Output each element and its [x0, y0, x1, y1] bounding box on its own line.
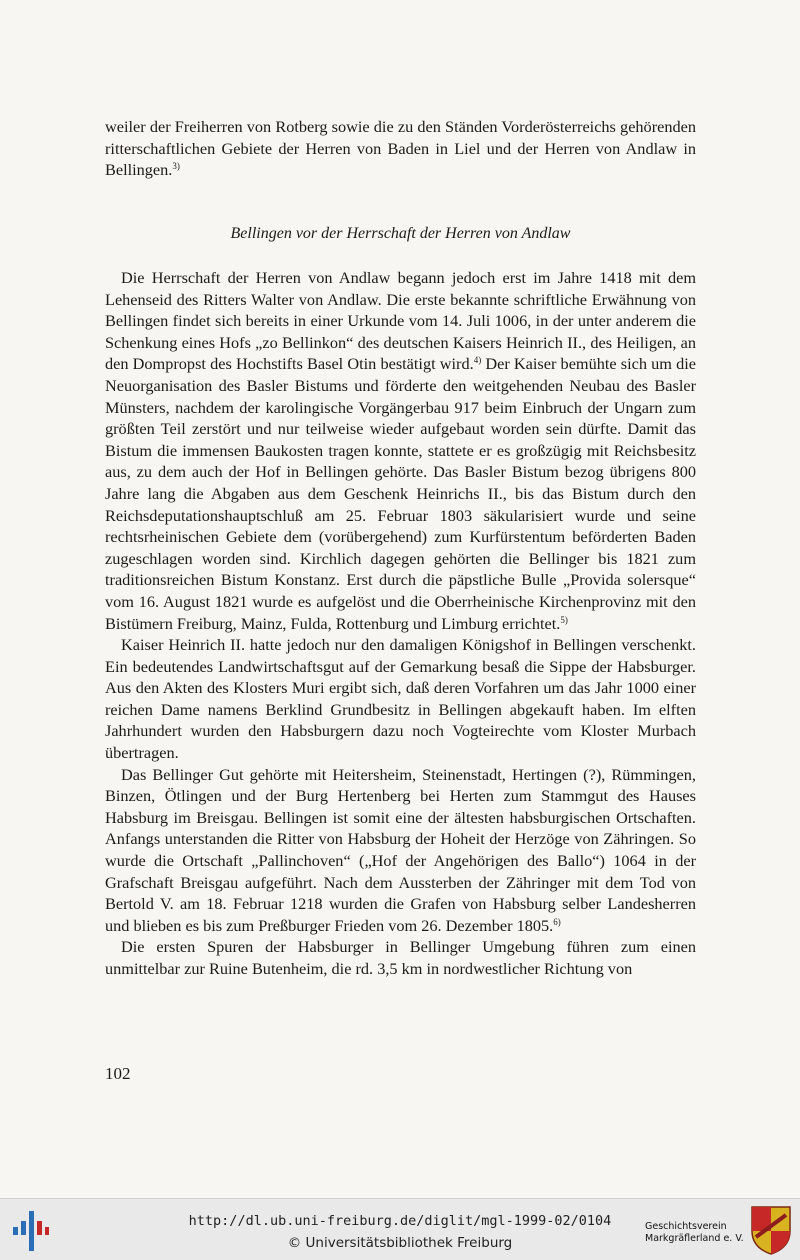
- page-number: 102: [105, 1064, 131, 1083]
- intro-paragraph: weiler der Freiherren von Rotberg sowie die zu den Ständen Vorderösterreichs gehörenden ritterschaftlichen Gebiete der Herren von Baden in Liel und der Herren von Andlaw in Bellingen.$^{3)}$: [105, 117, 696, 180]
- society-name: [645, 1221, 744, 1245]
- paragraph-3: Das Bellinger Gut gehörte mit Heitersheim, Steinenstadt, Hertingen (?), Rümmingen, Binzen, Ötlingen und der Burg Hertenberg bei Herten zum Stammgut des Hauses Habsburg im Breisgau. Bellingen ist somit eine der ältesten habsburgischen Ortschaften. Anfangs unterstanden die Ritter von Habsburg der Hoheit der Herzöge von Zähringen. So wurde die Ortschaft „Pallinchoven“ („Hof der Angehörigen des Ballo“) 1064 in der Grafschaft Breisgau aufgeführt. Nach dem Aussterben der Zähringer mit dem Tod von Bertold V. am 18. Februar 1218 wurden die Grafen von Habsburg selber Landesherren und blieben es bis zum Preßburger Frieden vom 26. Dezember 1805.$^{6)}$: [105, 764, 696, 935]
- footnote-ref[interactable]: 3): [172, 161, 180, 172]
- paragraph-2: Kaiser Heinrich II. hatte jedoch nur den damaligen Königshof in Bellingen verschenkt. Ein bedeutendes Landwirtschaftsgut auf der Gemarkung besaß die Sippe der Habsburger. Aus den Akten des Klosters Muri ergibt sich, daß deren Vorfahren um das Jahr 1000 einer reichen Dame namens Berklind Grundbesitz in Bellingen abgekauft haben. Im elften Jahrhundert wurden den Habsburgern dazu noch Vogteirechte vom Kloster Murbach übertragen.: [105, 635, 696, 763]
- paragraph-4: Die ersten Spuren der Habsburger in Bellinger Umgebung führen zum einen unmittelbar zur Ruine Butenheim, die rd. 3,5 km in nordwestlicher Richtung von: [105, 937, 696, 978]
- copyright-text: © Universitätsbibliothek Freiburg: [287, 1235, 513, 1251]
- section-heading: Bellingen vor der Herrschaft der Herren von Andlaw: [230, 225, 571, 242]
- footnote-ref[interactable]: 6): [553, 916, 561, 927]
- footer-bar: [0, 1198, 800, 1260]
- society-line-1: Geschichtsverein: [645, 1221, 727, 1232]
- document-url-link[interactable]: http://dl.ub.uni-freiburg.de/diglit/mgl-1999-02/0104: [188, 1213, 612, 1229]
- coat-of-arms-icon: [750, 1205, 792, 1255]
- footnote-ref[interactable]: 4): [473, 355, 482, 366]
- society-line-2: Markgräflerland e. V.: [645, 1233, 744, 1244]
- body-text: [105, 267, 696, 980]
- footnote-ref[interactable]: 5): [560, 614, 568, 625]
- paragraph-1: Die Herrschaft der Herren von Andlaw begann jedoch erst im Jahre 1418 mit dem Lehenseid des Ritters Walter von Andlaw. Die erste bekannte schriftliche Erwähnung von Bellingen findet sich bereits in einer Urkunde vom 14. Juli 1006, in der unter anderem die Schenkung eines Hofs „zo Bellinkon“ des deutschen Kaisers Heinrich II., des Heiligen, an den Dompropst des Hochstifts Basel Otin bestätigt wird.$^{4)}$ Der Kaiser bemühte sich um die Neuorganisation des Basler Bistums und förderte den weitgehenden Neubau des Basler Münsters, nachdem der karolingische Vorgängerbau 917 beim Einbruch der Ungarn zum größten Teil zerstört und nur teilweise wieder aufgebaut worden sein dürfte. Damit das Bistum die immensen Baukosten tragen konnte, stattete er es großzügig mit Reichsbesitz aus, zu dem auch der Hof in Bellingen gehörte. Das Basler Bistum bezog übrigens 800 Jahre lang die Abgaben aus dem Geschenk Heinrichs II., bis das Bistum durch den Reichsdeputationshauptschluß am 25. Februar 1803 säkularisiert wurde und seine rechtsrheinischen Gebiete dem (vorübergehend) zum Kurfürstentum beförderten Baden zugeschlagen worden sind. Kirchlich dagegen gehörten die Bellinger bis 1821 zum traditionsreichen Bistum Konstanz. Erst durch die päpstliche Bulle „Provida solersque“ vom 16. August 1821 wurde es aufgelöst und die Oberrheinische Kirchenprovinz mit den Bistümern Freiburg, Mainz, Fulda, Rottenburg und Limburg errichtet.$^{5)}$: [105, 268, 696, 633]
